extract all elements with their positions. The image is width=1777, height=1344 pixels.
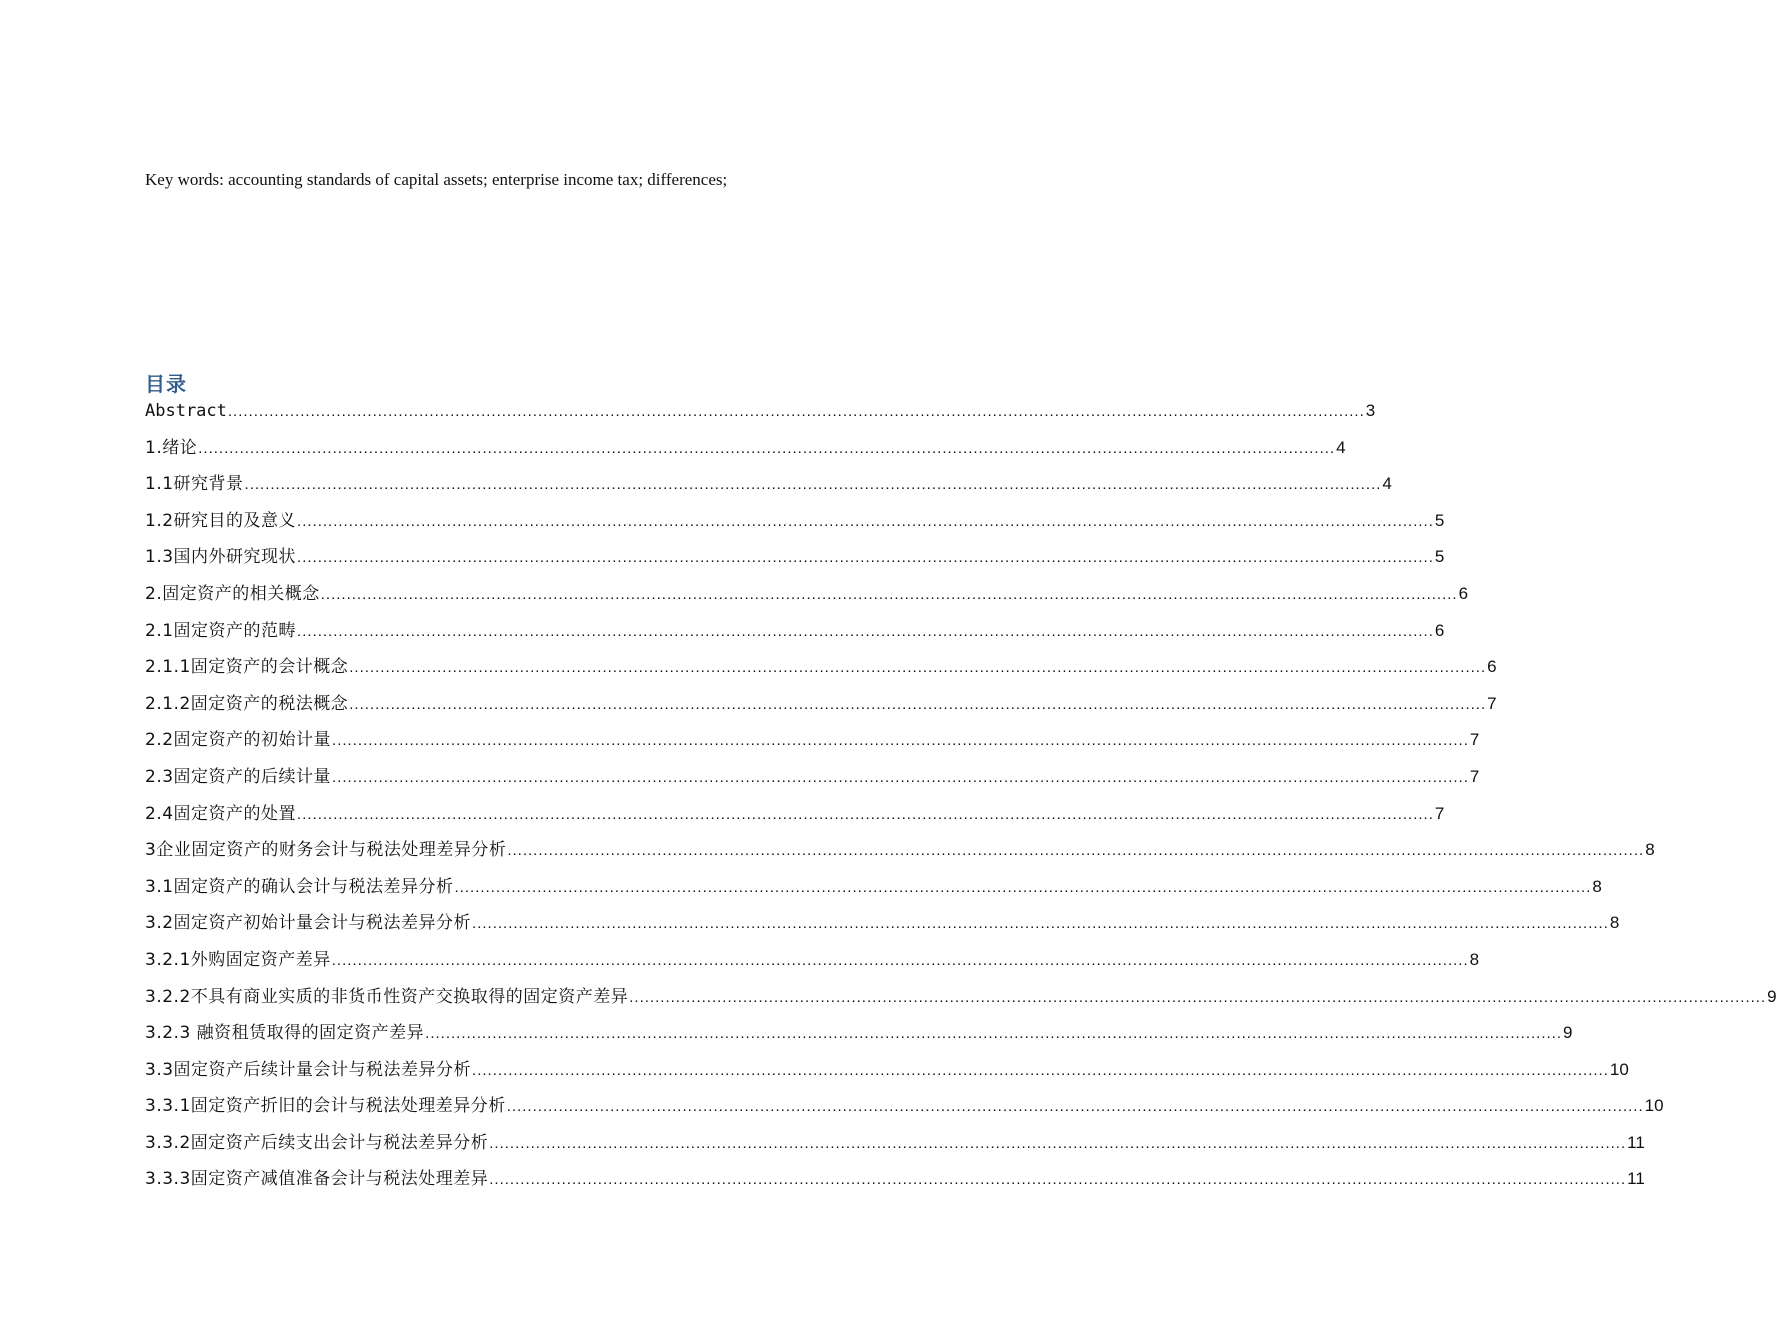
toc-entry[interactable] — [145, 832, 1655, 869]
toc-entry-title: 2.3固定资产的后续计量 — [145, 766, 332, 787]
toc-dot-leader: ............................................................................................................................................................................................................................ — [489, 1134, 1627, 1152]
toc-entry-title: 2.4固定资产的处置 — [145, 803, 297, 824]
toc-entry-page-number: 10 — [1644, 1096, 1664, 1116]
toc-entry[interactable] — [145, 905, 1620, 942]
toc-entry-title: 1.绪论 — [145, 437, 198, 458]
toc-dot-leader: ............................................................................................................................................................................................................................ — [244, 476, 1382, 494]
toc-entry[interactable] — [145, 503, 1445, 540]
toc-entry[interactable] — [145, 686, 1497, 723]
toc-entry-page-number: 6 — [1487, 657, 1497, 677]
toc-entry-title: 3.1固定资产的确认会计与税法差异分析 — [145, 876, 454, 897]
toc-entry-page-number: 11 — [1627, 1169, 1645, 1189]
toc-entry[interactable] — [145, 796, 1445, 833]
toc-dot-leader: ............................................................................................................................................................................................................................ — [489, 1171, 1627, 1189]
toc-entry-title: 3.3.2固定资产后续支出会计与税法差异分析 — [145, 1132, 489, 1153]
toc-dot-leader: ............................................................................................................................................................................................................................ — [629, 988, 1767, 1006]
toc-entry[interactable] — [145, 430, 1346, 467]
toc-entry-page-number: 9 — [1767, 986, 1777, 1006]
toc-entry-title: 1.3国内外研究现状 — [145, 547, 297, 568]
toc-entry-title: 2.固定资产的相关概念 — [145, 583, 320, 604]
toc-dot-leader: ............................................................................................................................................................................................................................ — [332, 768, 1469, 786]
toc-dot-leader: ............................................................................................................................................................................................................................ — [331, 951, 1469, 969]
toc-dot-leader: ............................................................................................................................................................................................................................ — [349, 659, 1487, 677]
toc-dot-leader: ............................................................................................................................................................................................................................ — [472, 1061, 1609, 1079]
toc-dot-leader: ............................................................................................................................................................................................................................ — [297, 622, 1434, 640]
toc-entry[interactable] — [145, 1161, 1645, 1198]
toc-dot-leader: ............................................................................................................................................................................................................................ — [472, 915, 1609, 933]
toc-entry-page-number: 4 — [1336, 437, 1346, 457]
toc-entry-page-number: 7 — [1434, 803, 1445, 823]
toc-entry[interactable] — [145, 393, 1376, 430]
toc-dot-leader: ............................................................................................................................................................................................................................ — [425, 1025, 1563, 1043]
toc-dot-leader: ............................................................................................................................................................................................................................ — [507, 842, 1645, 860]
toc-entry[interactable] — [145, 649, 1497, 686]
toc-entry-page-number: 8 — [1469, 949, 1480, 969]
toc-entry-title: 3企业固定资产的财务会计与税法处理差异分析 — [145, 840, 507, 861]
toc-entry-title: 3.3.3固定资产减值准备会计与税法处理差异 — [145, 1169, 489, 1190]
toc-dot-leader: ............................................................................................................................................................................................................................ — [297, 805, 1434, 823]
toc-heading: 目录 — [145, 372, 187, 396]
toc-entry-page-number: 7 — [1487, 693, 1497, 713]
toc-dot-leader: ............................................................................................................................................................................................................................ — [349, 695, 1487, 713]
toc-dot-leader: ............................................................................................................................................................................................................................ — [297, 512, 1434, 530]
toc-dot-leader: ............................................................................................................................................................................................................................ — [506, 1098, 1644, 1116]
toc-entry-title: 3.2.3 融资租赁取得的固定资产差异 — [145, 1023, 425, 1044]
table-of-contents — [145, 393, 1777, 1198]
toc-entry[interactable] — [145, 759, 1480, 796]
toc-entry-title: 1.1研究背景 — [145, 474, 244, 495]
toc-entry-page-number: 8 — [1645, 840, 1655, 860]
toc-entry[interactable] — [145, 1015, 1573, 1052]
toc-entry-title: Abstract — [145, 401, 227, 421]
toc-entry[interactable] — [145, 869, 1602, 906]
toc-entry-title: 2.1固定资产的范畴 — [145, 620, 297, 641]
toc-entry[interactable] — [145, 466, 1392, 503]
toc-entry-page-number: 3 — [1365, 401, 1376, 420]
toc-entry-page-number: 10 — [1609, 1059, 1629, 1079]
toc-dot-leader: ............................................................................................................................................................................................................................ — [227, 403, 1365, 420]
toc-entry-page-number: 8 — [1609, 913, 1620, 933]
toc-entry-title: 3.2.1外购固定资产差异 — [145, 949, 331, 970]
toc-entry-title: 2.2固定资产的初始计量 — [145, 730, 332, 751]
toc-entry-title: 2.1.2固定资产的税法概念 — [145, 693, 349, 714]
toc-entry-page-number: 6 — [1458, 583, 1469, 603]
toc-entry[interactable] — [145, 1088, 1664, 1125]
toc-entry[interactable] — [145, 576, 1469, 613]
toc-entry-page-number: 8 — [1592, 876, 1602, 896]
toc-entry-page-number: 5 — [1434, 547, 1445, 567]
toc-entry-title: 3.3固定资产后续计量会计与税法差异分析 — [145, 1059, 472, 1080]
toc-entry-title: 2.1.1固定资产的会计概念 — [145, 657, 349, 678]
toc-entry[interactable] — [145, 942, 1480, 979]
toc-entry[interactable] — [145, 1125, 1645, 1162]
toc-entry-title: 3.2固定资产初始计量会计与税法差异分析 — [145, 913, 472, 934]
toc-dot-leader: ............................................................................................................................................................................................................................ — [320, 585, 1458, 603]
toc-entry-page-number: 11 — [1627, 1132, 1645, 1152]
toc-entry[interactable] — [145, 1052, 1629, 1089]
toc-entry[interactable] — [145, 979, 1777, 1016]
toc-entry[interactable] — [145, 539, 1445, 576]
toc-entry-page-number: 7 — [1469, 766, 1480, 786]
toc-entry-title: 3.3.1固定资产折旧的会计与税法处理差异分析 — [145, 1096, 506, 1117]
toc-entry-page-number: 4 — [1382, 474, 1392, 494]
toc-entry-page-number: 5 — [1434, 510, 1445, 530]
keywords-line: Key words: accounting standards of capital assets; enterprise income tax; differences; — [145, 170, 728, 189]
toc-entry-title: 3.2.2不具有商业实质的非货币性资产交换取得的固定资产差异 — [145, 986, 629, 1007]
toc-entry-title: 1.2研究目的及意义 — [145, 510, 297, 531]
toc-entry-page-number: 6 — [1434, 620, 1445, 640]
toc-dot-leader: ............................................................................................................................................................................................................................ — [332, 732, 1469, 750]
toc-entry[interactable] — [145, 613, 1445, 650]
toc-entry[interactable] — [145, 722, 1480, 759]
toc-dot-leader: ............................................................................................................................................................................................................................ — [198, 439, 1336, 457]
toc-dot-leader: ............................................................................................................................................................................................................................ — [297, 549, 1434, 567]
toc-dot-leader: ............................................................................................................................................................................................................................ — [454, 878, 1592, 896]
toc-entry-page-number: 7 — [1469, 730, 1480, 750]
toc-entry-page-number: 9 — [1563, 1023, 1573, 1043]
